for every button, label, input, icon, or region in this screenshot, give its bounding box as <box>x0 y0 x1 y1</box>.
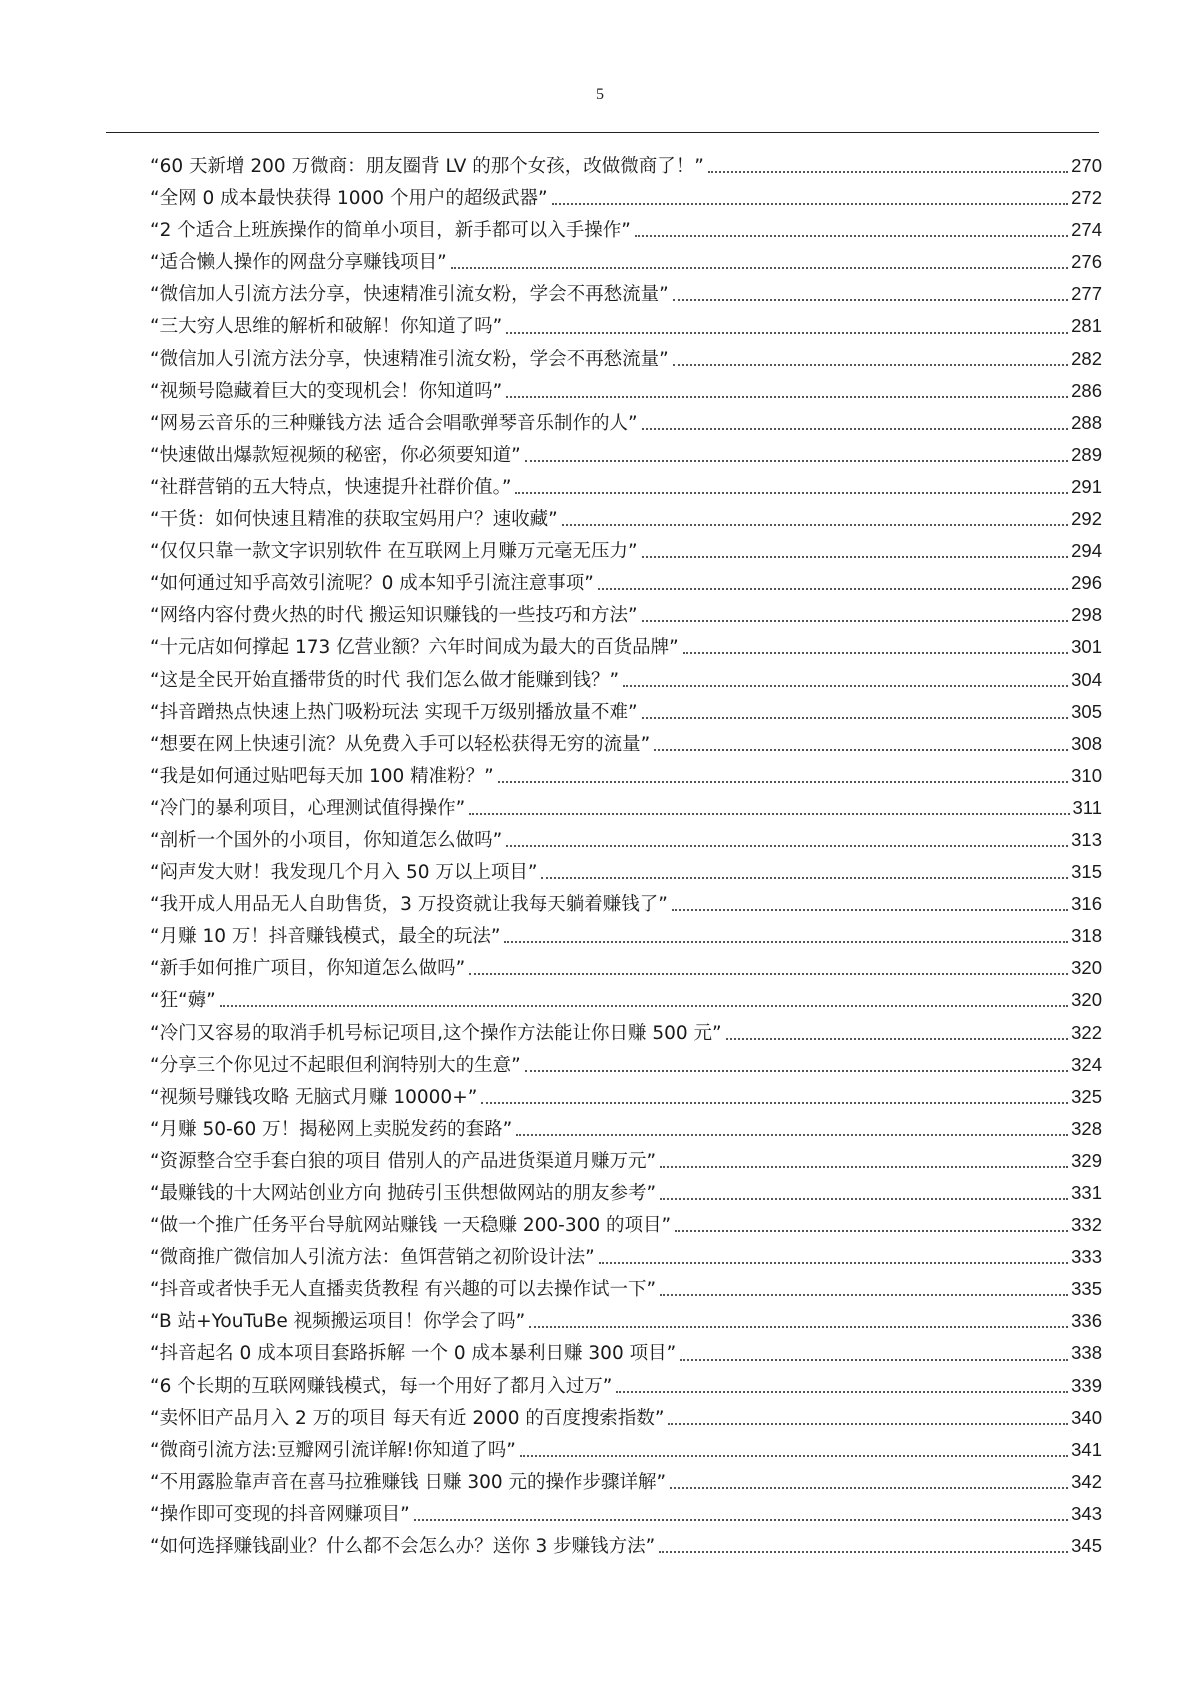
toc-entry-title: “最赚钱的十大网站创业方向 抛砖引玉供想做网站的朋友参考” <box>150 1183 657 1204</box>
toc-dot-leader <box>506 845 1068 847</box>
toc-dot-leader <box>623 685 1068 687</box>
toc-dot-leader <box>660 1294 1068 1296</box>
toc-entry[interactable] <box>150 567 1102 599</box>
toc-entry-title: “抖音或者快手无人直播卖货教程 有兴趣的可以去操作试一下” <box>150 1279 657 1301</box>
toc-entry[interactable] <box>150 343 1102 375</box>
toc-dot-leader <box>654 749 1068 751</box>
toc-entry-title: “如何选择赚钱副业？什么都不会怎么办？送你 3 步赚钱方法” <box>150 1536 656 1558</box>
toc-entry-page-number: 329 <box>1071 1149 1102 1171</box>
toc-entry-page-number: 333 <box>1071 1246 1102 1268</box>
toc-dot-leader <box>642 556 1069 558</box>
toc-dot-leader <box>616 1391 1068 1393</box>
toc-dot-leader <box>504 941 1068 943</box>
toc-entry-title: “如何通过知乎高效引流呢？0 成本知乎引流注意事项” <box>150 573 594 595</box>
toc-entry-title: “剖析一个国外的小项目，你知道怎么做吗” <box>150 829 503 851</box>
toc-entry-page-number: 294 <box>1071 540 1102 562</box>
toc-dot-leader <box>668 1423 1068 1425</box>
toc-entry-page-number: 345 <box>1071 1535 1102 1557</box>
toc-entry-page-number: 318 <box>1071 925 1102 947</box>
toc-entry-page-number: 343 <box>1071 1502 1102 1524</box>
toc-entry[interactable] <box>150 1017 1102 1049</box>
toc-entry-page-number: 292 <box>1071 508 1102 530</box>
toc-entry[interactable] <box>150 599 1102 631</box>
toc-entry-page-number: 310 <box>1071 764 1102 786</box>
toc-dot-leader <box>675 1230 1068 1232</box>
toc-entry[interactable] <box>150 1466 1102 1498</box>
toc-entry[interactable] <box>150 1273 1102 1305</box>
toc-entry[interactable] <box>150 1081 1102 1113</box>
toc-entry[interactable] <box>150 535 1102 567</box>
toc-entry[interactable] <box>150 824 1102 856</box>
toc-dot-leader <box>515 492 1068 494</box>
toc-dot-leader <box>683 652 1068 654</box>
toc-dot-leader <box>520 1455 1068 1457</box>
toc-entry[interactable] <box>150 1049 1102 1081</box>
toc-entry-title: “卖怀旧产品月入 2 万的项目 每天有近 2000 的百度搜索指数” <box>150 1407 665 1429</box>
toc-entry-title: “狂“薅” <box>150 990 216 1012</box>
toc-dot-leader <box>726 1038 1069 1040</box>
toc-entry[interactable] <box>150 728 1102 760</box>
toc-entry-page-number: 305 <box>1071 700 1102 722</box>
toc-dot-leader <box>481 1102 1068 1104</box>
toc-entry[interactable] <box>150 1145 1102 1177</box>
toc-entry-page-number: 316 <box>1071 893 1102 915</box>
toc-entry[interactable] <box>150 375 1102 407</box>
toc-entry-page-number: 328 <box>1071 1117 1102 1139</box>
toc-dot-leader <box>498 781 1068 783</box>
toc-dot-leader <box>220 1005 1068 1007</box>
toc-entry-title: “微商引流方法:豆瓣网引流详解!你知道了吗” <box>150 1439 516 1461</box>
toc-entry[interactable] <box>150 1530 1102 1562</box>
toc-entry-page-number: 281 <box>1071 315 1102 337</box>
toc-entry-page-number: 313 <box>1071 828 1102 850</box>
toc-entry[interactable] <box>150 310 1102 342</box>
toc-dot-leader <box>599 1262 1068 1264</box>
toc-dot-leader <box>516 1134 1068 1136</box>
toc-entry-page-number: 332 <box>1071 1214 1102 1236</box>
toc-dot-leader <box>642 620 1069 622</box>
toc-entry-page-number: 341 <box>1071 1438 1102 1460</box>
toc-entry-title: “分享三个你见过不起眼但利润特别大的生意” <box>150 1054 521 1076</box>
toc-entry-title: “6 个长期的互联网赚钱模式，每一个用好了都月入过万” <box>150 1375 613 1397</box>
toc-entry[interactable] <box>150 888 1102 920</box>
toc-entry-title: “视频号隐藏着巨大的变现机会！你知道吗” <box>150 380 503 402</box>
toc-entry[interactable] <box>150 792 1102 824</box>
toc-entry-page-number: 277 <box>1071 283 1102 305</box>
toc-entry-page-number: 340 <box>1071 1406 1102 1428</box>
toc-dot-leader <box>506 396 1068 398</box>
toc-entry-title: “不用露脸靠声音在喜马拉雅赚钱 日赚 300 元的操作步骤详解” <box>150 1471 667 1493</box>
toc-entry-page-number: 304 <box>1071 668 1102 690</box>
toc-entry-title: “月赚 10 万！抖音赚钱模式，最全的玩法” <box>150 926 501 948</box>
toc-entry[interactable] <box>150 503 1102 535</box>
toc-entry-page-number: 325 <box>1071 1085 1102 1107</box>
toc-entry-title: “社群营销的五大特点，快速提升社群价值。” <box>150 476 512 498</box>
toc-entry-title: “快速做出爆款短视频的秘密，你必须要知道” <box>150 444 521 466</box>
toc-entry[interactable] <box>150 246 1102 278</box>
toc-entry-title: “做一个推广任务平台导航网站赚钱 一天稳赚 200-300 的项目” <box>150 1215 672 1237</box>
toc-entry-title: “微商推广微信加人引流方法：鱼饵营销之初阶设计法” <box>150 1247 595 1269</box>
toc-entry-title: “冷门的暴利项目，心理测试值得操作” <box>150 797 466 819</box>
toc-entry[interactable] <box>150 407 1102 439</box>
toc-entry-page-number: 342 <box>1071 1470 1102 1492</box>
toc-entry-page-number: 324 <box>1071 1053 1102 1075</box>
toc-entry-title: “新手如何推广项目，你知道怎么做吗” <box>150 958 466 980</box>
toc-entry[interactable] <box>150 1241 1102 1273</box>
toc-dot-leader <box>552 203 1069 205</box>
toc-entry[interactable] <box>150 1209 1102 1241</box>
toc-entry-page-number: 315 <box>1071 861 1102 883</box>
toc-entry-page-number: 298 <box>1071 604 1102 626</box>
toc-entry[interactable] <box>150 1113 1102 1145</box>
toc-entry-page-number: 311 <box>1072 796 1102 818</box>
toc-dot-leader <box>635 235 1068 237</box>
toc-entry[interactable] <box>150 1402 1102 1434</box>
toc-entry-title: “干货：如何快速且精准的获取宝妈用户？速收藏” <box>150 509 558 531</box>
toc-dot-leader <box>469 973 1068 975</box>
toc-entry-title: “抖音蹭热点快速上热门吸粉玩法 实现千万级别播放量不难” <box>150 701 638 723</box>
toc-entry-page-number: 289 <box>1071 443 1102 465</box>
header-rule <box>106 132 1099 133</box>
toc-entry-title: “微信加人引流方法分享，快速精准引流女粉，学会不再愁流量” <box>150 348 669 370</box>
toc-entry[interactable] <box>150 856 1102 888</box>
toc-dot-leader <box>598 588 1068 590</box>
toc-dot-leader <box>469 813 1069 815</box>
toc-entry-page-number: 338 <box>1071 1342 1102 1364</box>
toc-entry-title: “资源整合空手套白狼的项目 借别人的产品进货渠道月赚万元” <box>150 1150 657 1172</box>
toc-dot-leader <box>670 1487 1068 1489</box>
toc-entry-page-number: 282 <box>1071 347 1102 369</box>
toc-entry-page-number: 331 <box>1071 1182 1102 1203</box>
toc-entry-page-number: 288 <box>1071 411 1102 433</box>
toc-entry-title: “操作即可变现的抖音网赚项目” <box>150 1503 410 1525</box>
toc-dot-leader <box>708 171 1068 173</box>
toc-dot-leader <box>525 1070 1068 1072</box>
toc-dot-leader <box>680 1359 1068 1361</box>
toc-entry-title: “网络内容付费火热的时代 搬运知识赚钱的一些技巧和方法” <box>150 605 638 627</box>
toc-entry-page-number: 301 <box>1071 636 1102 658</box>
toc-dot-leader <box>660 1198 1068 1200</box>
table-of-contents <box>150 150 1102 1562</box>
toc-entry-title: “我开成人用品无人自助售货，3 万投资就让我每天躺着赚钱了” <box>150 894 668 916</box>
toc-entry[interactable] <box>150 439 1102 471</box>
toc-entry-page-number: 270 <box>1071 155 1102 176</box>
toc-dot-leader <box>562 524 1068 526</box>
toc-entry-title: “月赚 50-60 万！揭秘网上卖脱发药的套路” <box>150 1118 513 1140</box>
toc-entry[interactable] <box>150 920 1102 952</box>
toc-dot-leader <box>660 1166 1068 1168</box>
toc-dot-leader <box>525 460 1068 462</box>
toc-entry-title: “微信加人引流方法分享，快速精准引流女粉，学会不再愁流量” <box>150 284 669 306</box>
toc-entry[interactable] <box>150 1434 1102 1466</box>
toc-entry-title: “这是全民开始直播带货的时代 我们怎么做才能赚到钱？” <box>150 669 620 691</box>
toc-dot-leader <box>451 267 1068 269</box>
toc-entry-page-number: 320 <box>1071 989 1102 1011</box>
toc-entry-page-number: 291 <box>1071 475 1102 497</box>
toc-dot-leader <box>529 1326 1068 1328</box>
toc-entry[interactable] <box>150 278 1102 310</box>
toc-entry[interactable] <box>150 696 1102 728</box>
toc-entry-title: “仅仅只靠一款文字识别软件 在互联网上月赚万元毫无压力” <box>150 541 638 563</box>
toc-entry-page-number: 322 <box>1071 1021 1102 1043</box>
toc-entry[interactable] <box>150 631 1102 663</box>
toc-entry-page-number: 308 <box>1071 732 1102 754</box>
toc-dot-leader <box>673 364 1068 366</box>
toc-dot-leader <box>642 428 1069 430</box>
toc-entry[interactable] <box>150 984 1102 1016</box>
toc-entry-title: “网易云音乐的三种赚钱方法 适合会唱歌弹琴音乐制作的人” <box>150 412 638 434</box>
toc-entry-title: “三大穷人思维的解析和破解！你知道了吗” <box>150 316 503 338</box>
toc-entry[interactable] <box>150 760 1102 792</box>
toc-entry[interactable] <box>150 1177 1102 1209</box>
toc-entry-page-number: 336 <box>1071 1310 1102 1332</box>
toc-entry-page-number: 272 <box>1071 187 1102 209</box>
toc-entry-title: “十元店如何撑起 173 亿营业额？六年时间成为最大的百货品牌” <box>150 637 679 659</box>
toc-entry-page-number: 339 <box>1071 1374 1102 1396</box>
toc-entry[interactable] <box>150 1305 1102 1337</box>
toc-entry-title: “适合懒人操作的网盘分享赚钱项目” <box>150 252 447 274</box>
toc-entry[interactable] <box>150 182 1102 214</box>
toc-entry-page-number: 320 <box>1071 957 1102 979</box>
toc-entry[interactable] <box>150 150 1102 182</box>
toc-entry-title: “视频号赚钱攻略 无脑式月赚 10000+” <box>150 1086 478 1108</box>
toc-dot-leader <box>642 717 1069 719</box>
toc-entry[interactable] <box>150 214 1102 246</box>
toc-entry[interactable] <box>150 1370 1102 1402</box>
toc-entry[interactable] <box>150 664 1102 696</box>
toc-entry-title: “60 天新增 200 万微商：朋友圈背 LV 的那个女孩，改做微商了！” <box>150 156 704 177</box>
toc-dot-leader <box>672 909 1068 911</box>
toc-entry-title: “闷声发大财！我发现几个月入 50 万以上项目” <box>150 862 538 884</box>
toc-entry[interactable] <box>150 1498 1102 1530</box>
toc-entry-page-number: 274 <box>1071 219 1102 241</box>
toc-entry[interactable] <box>150 471 1102 503</box>
toc-entry-title: “全网 0 成本最快获得 1000 个用户的超级武器” <box>150 188 548 210</box>
toc-dot-leader <box>541 877 1068 879</box>
toc-entry-title: “抖音起名 0 成本项目套路拆解 一个 0 成本暴利日赚 300 项目” <box>150 1343 677 1365</box>
toc-entry-page-number: 296 <box>1071 572 1102 594</box>
toc-entry-title: “冷门又容易的取消手机号标记项目,这个操作方法能让你日赚 500 元” <box>150 1022 722 1044</box>
toc-entry-title: “我是如何通过贴吧每天加 100 精准粉？” <box>150 765 494 787</box>
toc-entry-title: “B 站+YouTuBe 视频搬运项目！你学会了吗” <box>150 1311 526 1333</box>
toc-entry-page-number: 276 <box>1071 251 1102 273</box>
toc-entry-page-number: 335 <box>1071 1278 1102 1300</box>
toc-entry-title: “想要在网上快速引流？从免费入手可以轻松获得无穷的流量” <box>150 733 651 755</box>
toc-entry-page-number: 286 <box>1071 379 1102 401</box>
page-number: 5 <box>596 86 604 103</box>
toc-dot-leader <box>506 332 1068 334</box>
toc-entry[interactable] <box>150 1337 1102 1369</box>
toc-dot-leader <box>673 299 1068 301</box>
toc-entry[interactable] <box>150 952 1102 984</box>
toc-entry-title: “2 个适合上班族操作的简单小项目，新手都可以入手操作” <box>150 220 631 242</box>
toc-dot-leader <box>659 1551 1068 1553</box>
toc-dot-leader <box>414 1519 1068 1521</box>
